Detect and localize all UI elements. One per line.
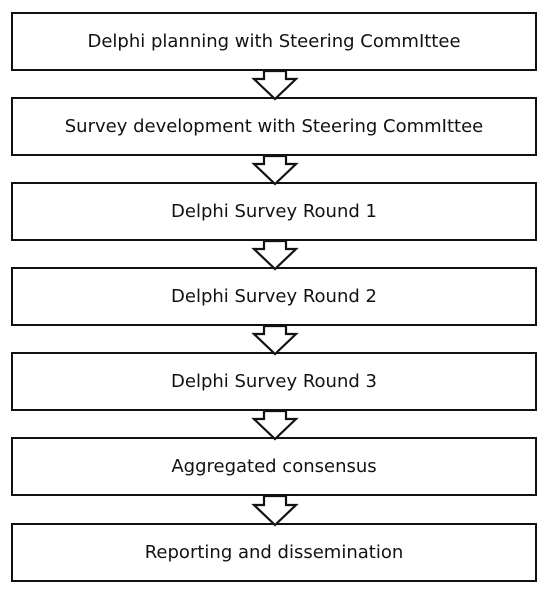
step-reporting-dissemination [11,523,537,582]
step-label: Delphi Survey Round 2 [171,286,377,307]
down-arrow-icon [254,241,296,269]
step-label: Delphi Survey Round 3 [171,371,377,392]
step-label: Delphi Survey Round 1 [171,201,377,222]
down-arrow-icon [254,496,296,525]
step-aggregated-consensus [11,437,537,496]
down-arrow-icon [254,411,296,439]
step-delphi-planning [11,12,537,71]
step-label: Reporting and dissemination [144,542,404,563]
step-label: Survey development with Steering CommIttee [64,116,484,137]
step-label: Delphi planning with Steering CommIttee [87,31,461,52]
down-arrow-icon [254,156,296,184]
step-survey-round-1 [11,182,537,241]
down-arrow-icon [254,71,296,99]
step-survey-development [11,97,537,156]
down-arrow-icon [254,326,296,354]
step-label: Aggregated consensus [171,456,377,477]
step-survey-round-3 [11,352,537,411]
step-survey-round-2 [11,267,537,326]
